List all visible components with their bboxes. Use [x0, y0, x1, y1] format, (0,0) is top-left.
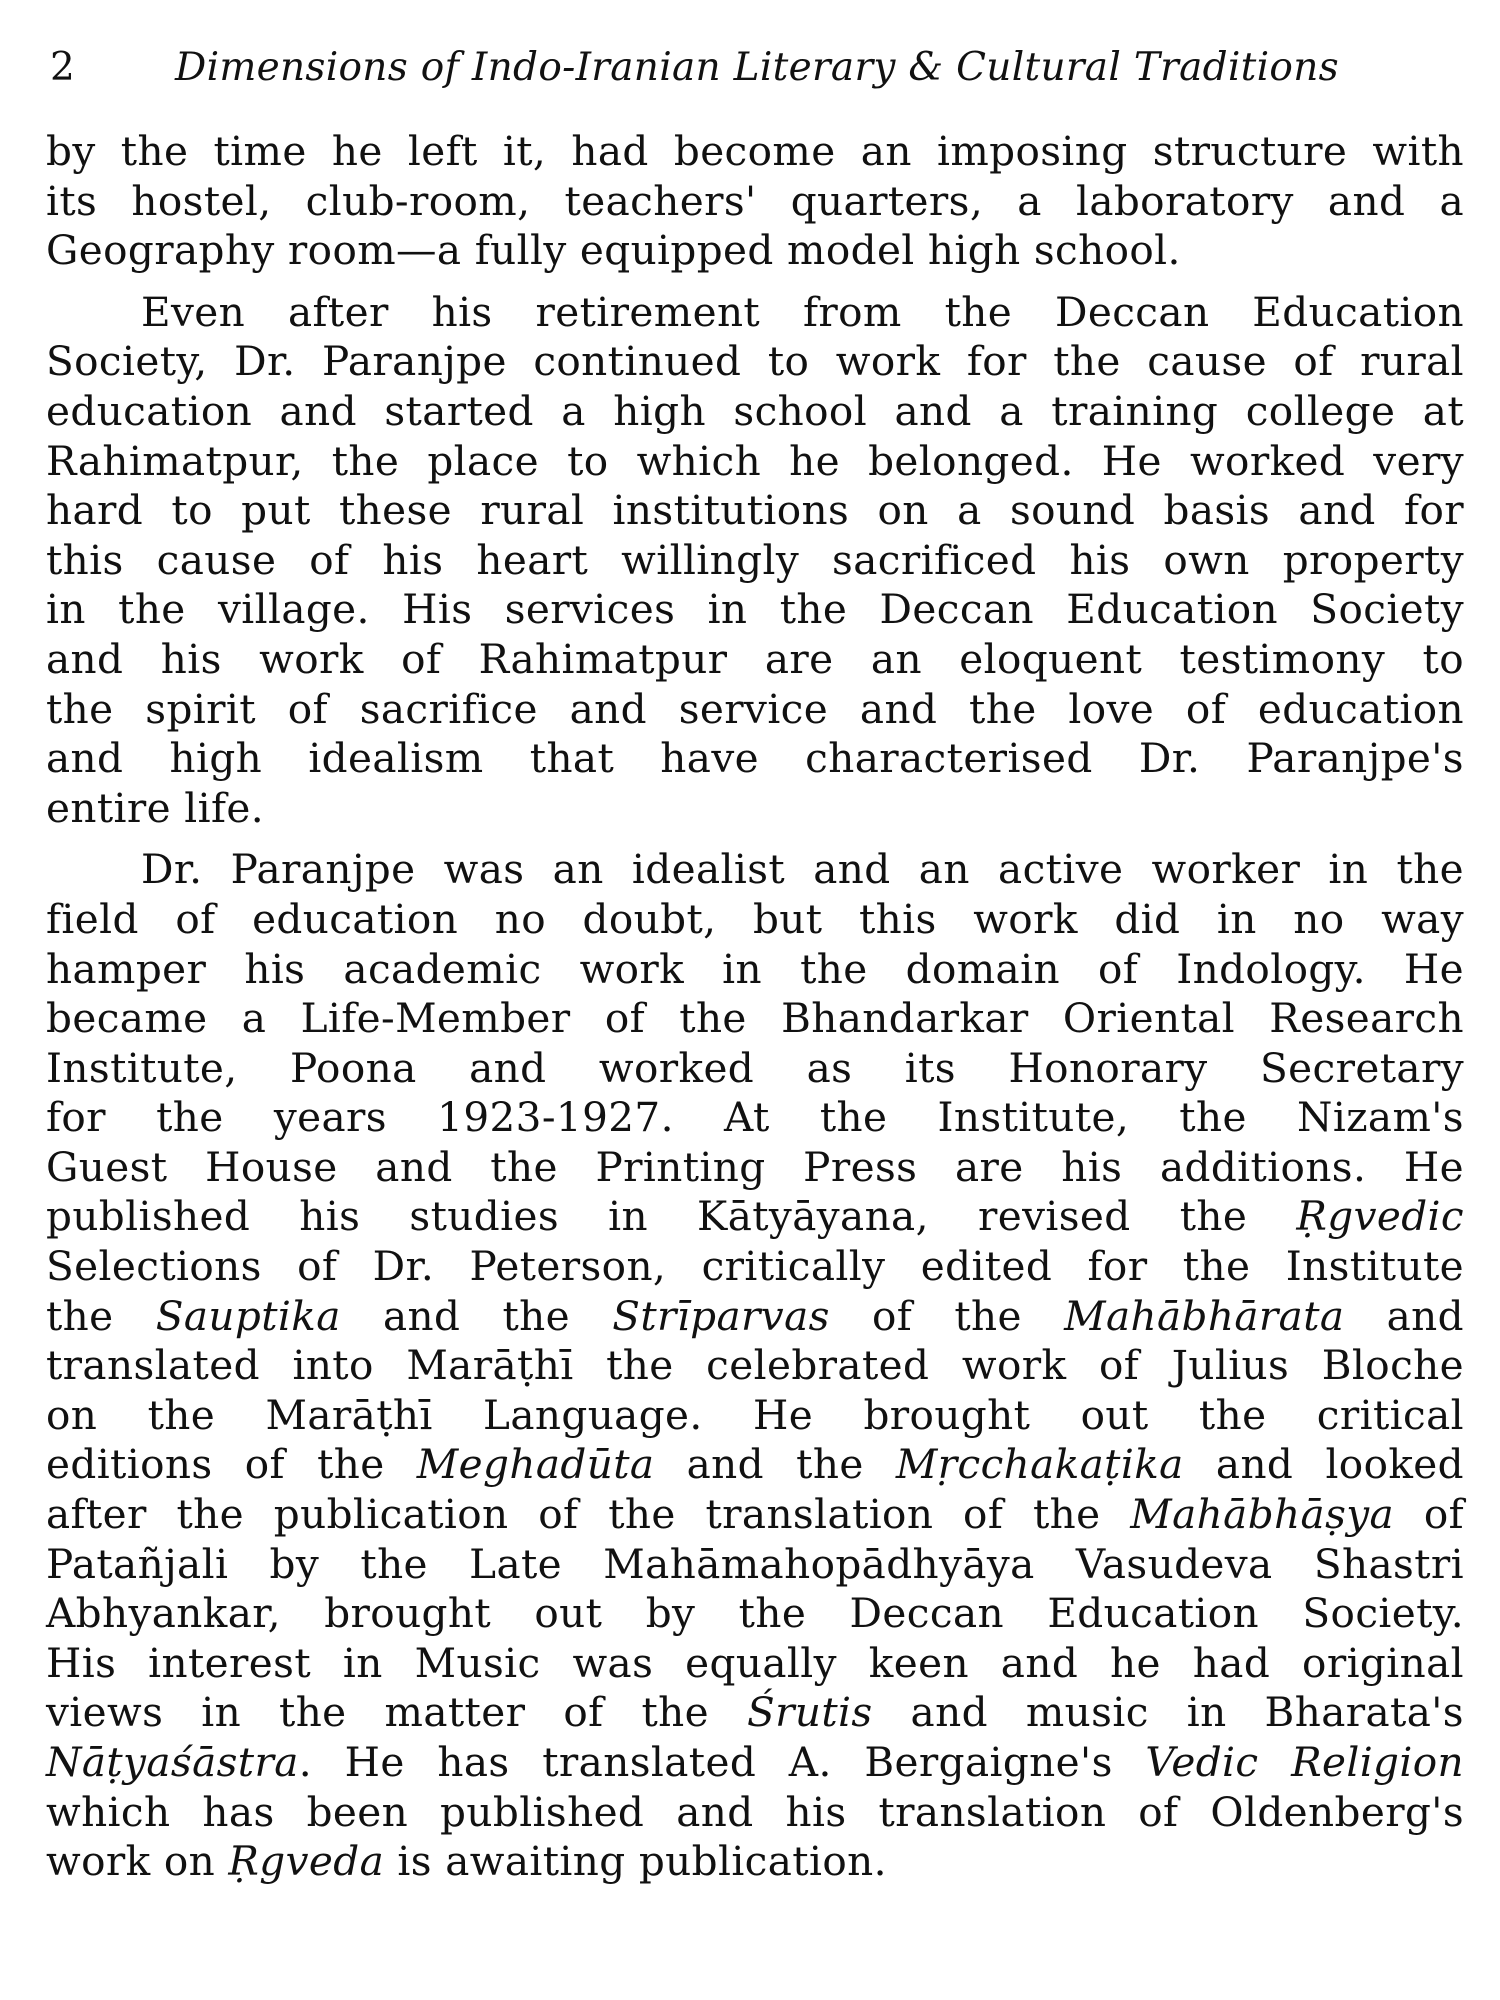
text-line: for the years 1923-1927. At the Institute, the Nizam's — [46, 1093, 1464, 1142]
text-run: and music in Bharata's — [872, 1688, 1464, 1737]
text-line: Abhyankar, brought out by the Deccan Education Society. — [46, 1589, 1464, 1638]
text-run: after the publication of the translation of the — [46, 1490, 1131, 1539]
text-run: . He has translated A. Bergaigne's — [298, 1738, 1146, 1786]
paragraph-1 — [46, 127, 1464, 276]
text-line: entire life. — [46, 783, 265, 832]
text-line: Institute, Poona and worked as its Honorary Secretary — [46, 1043, 1464, 1092]
text-line: Even after his retirement from the Deccan Education — [141, 287, 1464, 336]
text-line: Patañjali by the Late Mahāmahopādhyāya Vasudeva Shastri — [46, 1539, 1464, 1588]
body-text — [46, 127, 1464, 1887]
text-line: translated into Marāṭhī the celebrated work of Julius Bloche — [46, 1341, 1464, 1390]
italic-term: Mahābhāṣya — [1130, 1490, 1395, 1539]
text-line: Rahimatpur, the place to which he belonged. He worked very — [46, 436, 1464, 485]
text-run: the — [46, 1291, 156, 1340]
text-run: published his studies in Kātyāyana, revised the — [46, 1192, 1297, 1241]
text-run: is awaiting publication. — [384, 1837, 887, 1886]
text-line — [46, 1490, 1464, 1540]
text-run: views in the matter of the — [46, 1688, 747, 1737]
text-line — [46, 1688, 1464, 1738]
text-line: hamper his academic work in the domain of Indology. He — [46, 944, 1464, 993]
page-number: 2 — [50, 45, 75, 90]
italic-term: Ṛgvedic — [1296, 1192, 1464, 1241]
text-line: its hostel, club-room, teachers' quarters, a laboratory and a — [46, 176, 1464, 225]
text-run: and — [1344, 1291, 1464, 1340]
text-run: of — [1394, 1490, 1464, 1539]
italic-term: Sauptika — [155, 1291, 341, 1340]
italic-term: Meghadūta — [416, 1440, 655, 1489]
italic-term: Nāṭyaśāstra — [46, 1738, 299, 1786]
text-line: by the time he left it, had become an imposing structure with — [46, 127, 1464, 175]
text-run: and the — [654, 1440, 896, 1489]
text-line: His interest in Music was equally keen and he had original — [46, 1638, 1464, 1687]
text-line: became a Life-Member of the Bhandarkar Oriental Research — [46, 994, 1464, 1043]
text-line: Geography room—a fully equipped model high school. — [46, 226, 1181, 275]
text-line: hard to put these rural institutions on a sound basis and for — [46, 486, 1464, 535]
italic-term: Vedic Religion — [1145, 1738, 1464, 1786]
text-line — [46, 1192, 1464, 1242]
text-run: and looked — [1183, 1440, 1464, 1489]
text-line — [46, 1292, 1464, 1342]
italic-term: Strīparvas — [612, 1291, 830, 1340]
text-line: which has been published and his translation of Oldenberg's — [46, 1787, 1464, 1836]
text-line — [46, 1837, 1464, 1887]
text-line: Dr. Paranjpe was an idealist and an active worker in the — [141, 845, 1464, 894]
text-line: Selections of Dr. Peterson, critically edited for the Institute — [46, 1242, 1464, 1291]
text-line: field of education no doubt, but this work did in no way — [46, 894, 1464, 943]
paragraph-3 — [46, 845, 1464, 1886]
book-title: Dimensions of Indo-Iranian Literary & Cultural Traditions — [175, 45, 1339, 90]
italic-term: Śrutis — [746, 1688, 873, 1737]
text-line: in the village. His services in the Deccan Education Society — [46, 585, 1464, 634]
text-line: Guest House and the Printing Press are his additions. He — [46, 1142, 1464, 1191]
text-line: on the Marāṭhī Language. He brought out the critical — [46, 1390, 1464, 1439]
text-run: work on — [46, 1837, 229, 1886]
paragraph-gap — [46, 833, 1464, 845]
italic-term: Mṛcchakaṭika — [895, 1440, 1184, 1489]
text-run: of the — [829, 1291, 1065, 1340]
text-line: education and started a high school and a training college at — [46, 386, 1464, 435]
text-line — [46, 1738, 1464, 1788]
italic-term: Mahābhārata — [1064, 1291, 1345, 1340]
text-line: the spirit of sacrifice and service and the love of education — [46, 684, 1464, 733]
text-line: and high idealism that have characterised Dr. Paranjpe's — [46, 734, 1464, 783]
text-run: and the — [340, 1291, 613, 1340]
text-run: editions of the — [46, 1440, 417, 1489]
text-line: this cause of his heart willingly sacrificed his own property — [46, 535, 1464, 584]
italic-term: Ṛgveda — [228, 1837, 385, 1886]
text-line: and his work of Rahimatpur are an eloquent testimony to — [46, 634, 1464, 683]
paragraph-2 — [46, 288, 1464, 834]
text-line: Society, Dr. Paranjpe continued to work for the cause of rural — [46, 337, 1464, 386]
text-line — [46, 1440, 1464, 1490]
paragraph-gap — [46, 276, 1464, 288]
running-head — [50, 38, 1470, 98]
